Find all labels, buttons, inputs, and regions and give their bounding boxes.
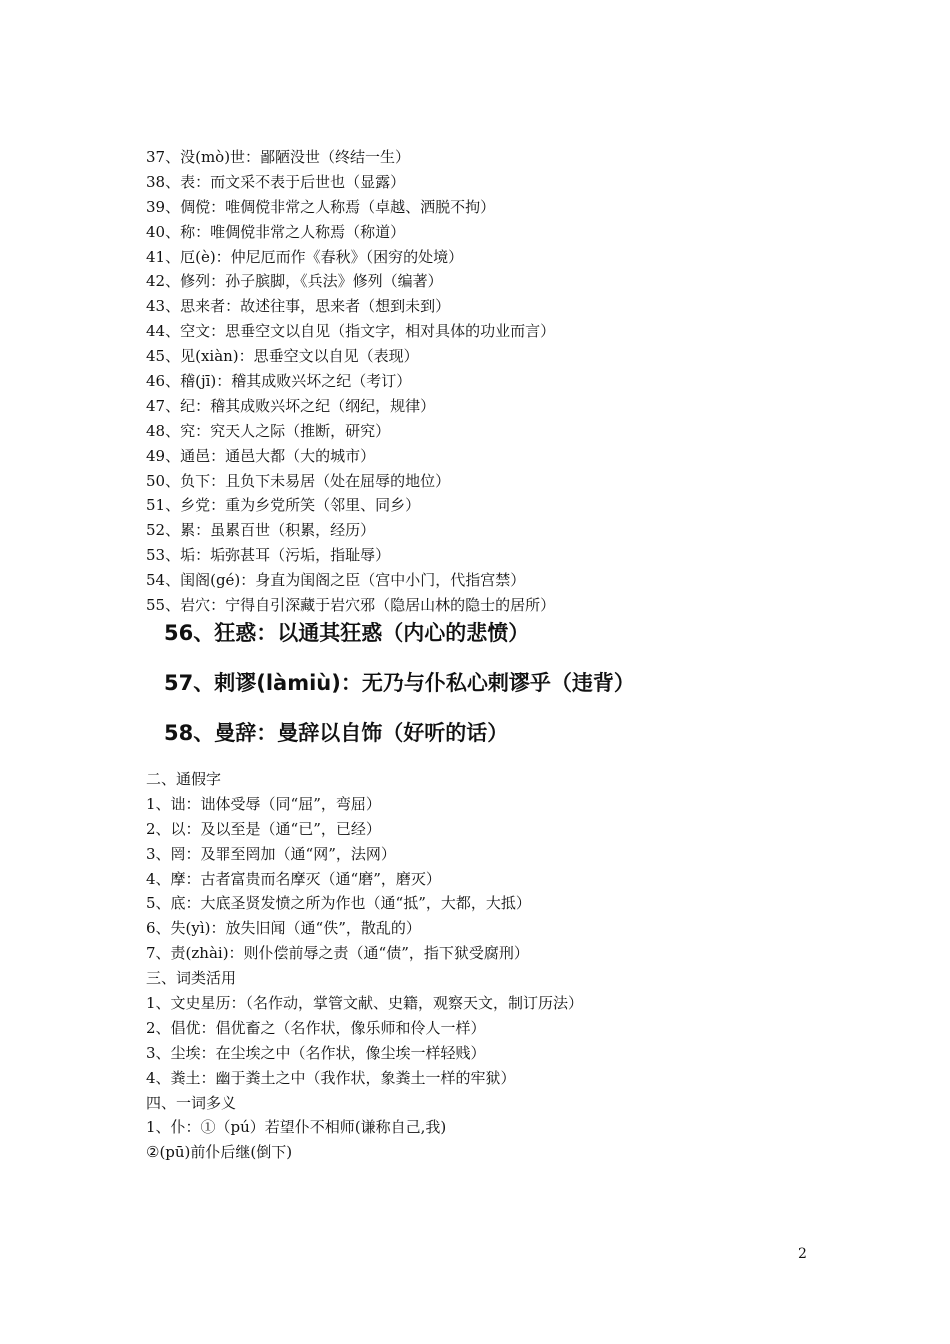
list-item: 50、负下：且负下未易居（处在屈辱的地位） (146, 471, 451, 490)
list-item: 7、责(zhài)：则仆偿前辱之责（通“债”，指下狱受腐刑） (146, 944, 529, 963)
page-number: 2 (798, 1246, 807, 1262)
list-item: 44、空文：思垂空文以自见（指文字，相对具体的功业而言） (146, 322, 556, 341)
list-item: 3、尘埃：在尘埃之中（名作状，像尘埃一样轻贱） (146, 1043, 486, 1062)
list-item: 38、表：而文采不表于后世也（显露） (146, 172, 406, 191)
list-item: 1、仆：①（pú）若望仆不相师(谦称自己,我) (146, 1118, 447, 1137)
list-item: 53、垢：垢弥甚耳（污垢，指耻辱） (146, 546, 391, 565)
list-item: 42、修列：孙子膑脚，《兵法》修列（编著） (146, 272, 443, 291)
list-item: 2、以：及以至是（通“已”，已经） (146, 819, 381, 838)
sections-2-4 (146, 767, 866, 1165)
list-item: 37、没(mò)世：鄙陋没世（终结一生） (146, 148, 411, 166)
list-item: ②(pū)前仆后继(倒下) (146, 1143, 293, 1162)
list-item: 40、称：唯倜傥非常之人称焉（称道） (146, 222, 406, 241)
list-item: 49、通邑：通邑大都（大的城市） (146, 446, 376, 465)
list-item: 41、厄(è)：仲尼厄而作《春秋》（困穷的处境） (146, 247, 464, 266)
list-item: 47、纪：稽其成败兴坏之纪（纲纪，规律） (146, 396, 436, 415)
list-item: 46、稽(jī)：稽其成败兴坏之纪（考订） (146, 372, 412, 391)
list-item: 3、罔：及罪至罔加（通“网”，法网） (146, 844, 396, 863)
list-item: 43、思来者：故述往事，思来者（想到未到） (146, 297, 451, 316)
list-item: 4、摩：古者富贵而名摩灭（通“磨”，磨灭） (146, 869, 441, 888)
list-item: 54、闺阁(gé)：身直为闺阁之臣（宫中小门，代指宫禁） (146, 571, 526, 590)
list-item: 51、乡党：重为乡党所笑（邻里、同乡） (146, 496, 421, 515)
section-heading: 二、通假字 (146, 770, 222, 788)
list-item: 57、剌谬(làmiù)：无乃与仆私心剌谬乎（违背） (164, 671, 635, 695)
list-item: 1、诎：诎体受辱（同“屈”，弯屈） (146, 794, 381, 813)
section-heading: 四、一词多义 (146, 1093, 237, 1112)
list-item: 48、究：究天人之际（推断，研究） (146, 421, 391, 440)
list-item: 45、见(xiàn)：思垂空文以自见（表现） (146, 347, 419, 366)
vocabulary-list-37-55 (146, 145, 866, 618)
vocabulary-list-56-58 (146, 608, 866, 758)
list-item: 1、文史星历：（名作动，掌管文献、史籍，观察天文，制订历法） (146, 994, 584, 1013)
list-item: 6、失(yì)：放失旧闻（通“佚”，散乱的） (146, 919, 421, 938)
list-item: 4、粪土：幽于粪土之中（我作状，象粪土一样的牢狱） (146, 1068, 516, 1087)
list-item: 56、狂惑：以通其狂惑（内心的悲愤） (164, 621, 530, 645)
list-item: 39、倜傥：唯倜傥非常之人称焉（卓越、洒脱不拘） (146, 197, 496, 216)
list-item: 58、曼辞：曼辞以自饰（好听的话） (164, 721, 509, 745)
section-heading: 三、词类活用 (146, 969, 237, 988)
list-item: 52、累：虽累百世（积累，经历） (146, 521, 376, 540)
list-item: 55、岩穴：宁得自引深藏于岩穴邪（隐居山林的隐士的居所） (146, 596, 556, 615)
list-item: 5、底：大底圣贤发愤之所为作也（通“抵”，大都，大抵） (146, 894, 531, 913)
list-item: 2、倡优：倡优畜之（名作状，像乐师和伶人一样） (146, 1018, 486, 1037)
